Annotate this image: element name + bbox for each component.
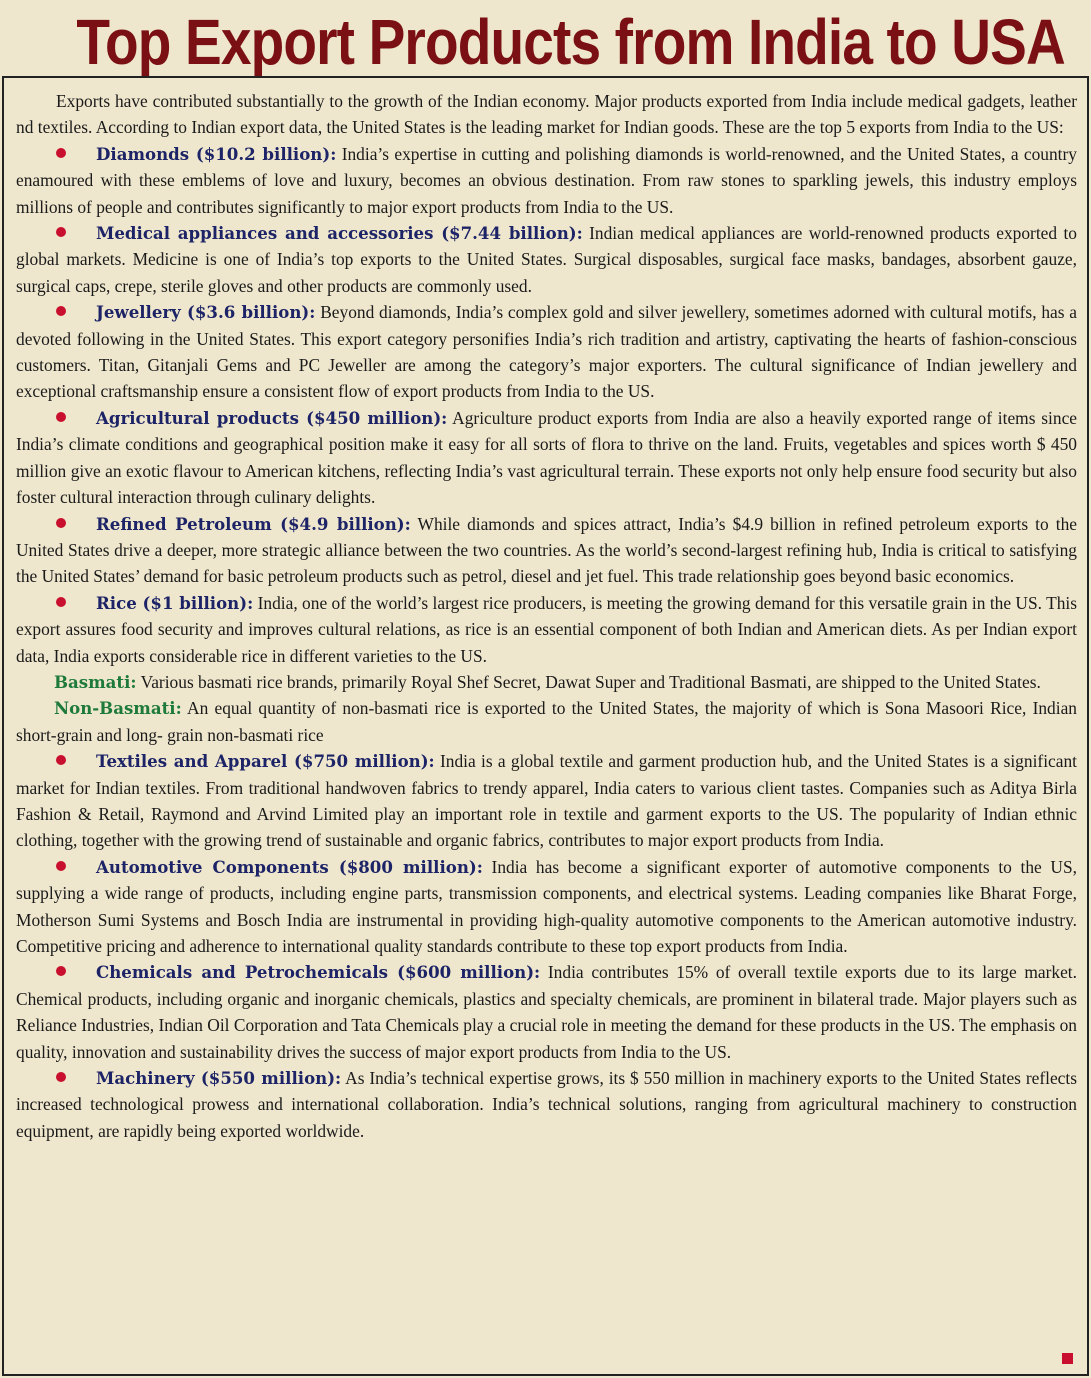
list-item-rice [16, 590, 1077, 669]
item-text: Agriculture product exports from India are also a heavily exported range of items since India’s climate conditions and geographical position make it easy for all sorts of flora to thrive on the land. Fruits, vegetables and spices worth $ 450 million give an exotic flavour to American kitchens, reflecting India’s vast agricultural terrain. These exports not only help ensure food security but also foster cultural interaction through culinary delights. [16, 407, 1078, 508]
list-item-petroleum [16, 511, 1077, 590]
bullet-icon [56, 518, 66, 528]
sub-item-heading: Non-Basmati: [54, 698, 182, 719]
bullet-icon [56, 306, 66, 316]
item-text: India, one of the world’s largest rice producers, is meeting the growing demand for this versatile grain in the US. This export assures food security and improves cultural relations, as rice is an essential component of both Indian and American diets. As per Indian export data, India exports considerable rice in different varieties to the US. [16, 592, 1077, 666]
sub-item-text: An equal quantity of non-basmati rice is exported to the United States, the majority of which is Sona Masoori Rice, Indian short-grain and long- grain non-basmati rice [16, 698, 1077, 745]
sub-item-basmati [16, 669, 1077, 695]
bullet-icon [56, 1072, 66, 1082]
item-text: India’s expertise in cutting and polishing diamonds is world-renowned, and the United States, a country enamoured with these emblems of love and luxury, becomes an obvious destination. From raw stones to sparkling jewels, this industry employs millions of people and contributes significantly to major export products from India to the US. [16, 143, 1077, 217]
intro-paragraph: Exports have contributed substantially to the growth of the Indian economy. Major products exported from India include medical gadgets, leather nd textiles. According to Indian export data, the United States is the leading market for Indian goods. These are the top 5 exports from India to the US: [16, 91, 1077, 138]
item-text: Beyond diamonds, India’s complex gold and silver jewellery, sometimes adorned with cultural motifs, has a devoted following in the United States. This export category personifies India’s rich tradition and artistry, captivating the hearts of fashion-conscious customers. Titan, Gitanjali Gems and PC Jeweller are among the category’s major exporters. The cultural significance of Indian jewellery and exceptional craftsmanship ensure a consistent flow of export products from India to the US. [16, 302, 1077, 402]
bullet-icon [56, 227, 66, 237]
list-item-medical [16, 220, 1077, 299]
item-heading: Automotive Components ($800 million): [96, 856, 483, 877]
item-heading: Textiles and Apparel ($750 million): [96, 751, 435, 772]
bullet-icon [56, 412, 66, 422]
sub-item-text: Various basmati rice brands, primarily Royal Shef Secret, Dawat Super and Traditional Basmati, are shipped to the United States. [140, 671, 1041, 692]
bullet-icon [56, 148, 66, 158]
list-item-agricultural [16, 405, 1077, 511]
bullet-icon [56, 755, 66, 765]
item-heading: Rice ($1 billion): [96, 592, 254, 613]
item-heading: Chemicals and Petrochemicals ($600 million): [96, 962, 541, 983]
item-text: While diamonds and spices attract, India’s $4.9 billion in refined petroleum exports to the United States drive a deeper, more strategic alliance between the two countries. As the world’s second-largest refining hub, India is critical to satisfying the United States’ demand for basic petroleum products such as petrol, diesel and jet fuel. This trade relationship goes beyond basic economics. [16, 513, 1077, 587]
list-item-chemicals [16, 959, 1077, 1065]
item-text: India is a global textile and garment production hub, and the United States is a significant market for Indian textiles. From traditional handwoven fabrics to trendy apparel, India caters to various client tastes. Companies such as Aditya Birla Fashion & Retail, Raymond and Arvind Limited play an important role in textile and garment exports to the US. The popularity of Indian ethnic clothing, together with the growing trend of sustainable and organic fabrics, contributes to major export products from India. [16, 751, 1077, 851]
sub-item-non-basmati [16, 695, 1077, 748]
item-text: India contributes 15% of overall textile exports due to its large market. Chemical products, including organic and inorganic chemicals, plastics and specialty chemicals, are prominent in bilateral trade. Major players such as Reliance Industries, Indian Oil Corporation and Tata Chemicals play a crucial role in meeting the demand for these products in the US. The emphasis on quality, innovation and sustainability drives the success of major export products from India to the US. [16, 962, 1077, 1062]
item-heading: Medical appliances and accessories ($7.44 billion): [96, 223, 583, 244]
item-text: As India’s technical expertise grows, its $ 550 million in machinery exports to the United States reflects increased technological prowess and international collaboration. India’s technical solutions, ranging from agricultural machinery to construction equipment, are rapidly being exported worldwide. [16, 1068, 1078, 1141]
list-item-machinery [16, 1065, 1077, 1144]
item-heading: Refined Petroleum ($4.9 billion): [96, 513, 411, 534]
bullet-icon [56, 966, 66, 976]
item-text: Indian medical appliances are world-renowned products exported to global markets. Medicine is one of India’s top exports to the United States. Surgical disposables, surgical face masks, bandages, absorbent gauze, surgical caps, crepe, sterile gloves and other products are commonly used. [16, 223, 1077, 296]
item-heading: Machinery ($550 million): [96, 1068, 342, 1089]
bullet-icon [56, 597, 66, 607]
item-heading: Jewellery ($3.6 billion): [96, 302, 316, 323]
end-mark-icon [1062, 1353, 1073, 1364]
list-item-jewellery [16, 299, 1077, 405]
item-heading: Diamonds ($10.2 billion): [96, 143, 337, 164]
item-heading: Agricultural products ($450 million): [96, 407, 448, 428]
list-item-automotive [16, 854, 1077, 960]
article-body [0, 76, 1091, 1144]
bullet-icon [56, 861, 66, 871]
article-title: Top Export Products from India to USA [76, 6, 1065, 78]
list-item-textiles [16, 748, 1077, 854]
item-text: India has become a significant exporter of automotive components to the US, supplying a wide range of products, including engine parts, transmission components, and electrical systems. Leading companies like Bharat Forge, Motherson Sumi Systems and Bosch India are instrumental in providing high-quality automotive components to the American automotive industry. Competitive pricing and adherence to international quality standards contribute to these top export products from India. [16, 856, 1077, 956]
sub-item-heading: Basmati: [54, 671, 137, 692]
list-item-diamonds [16, 141, 1077, 220]
